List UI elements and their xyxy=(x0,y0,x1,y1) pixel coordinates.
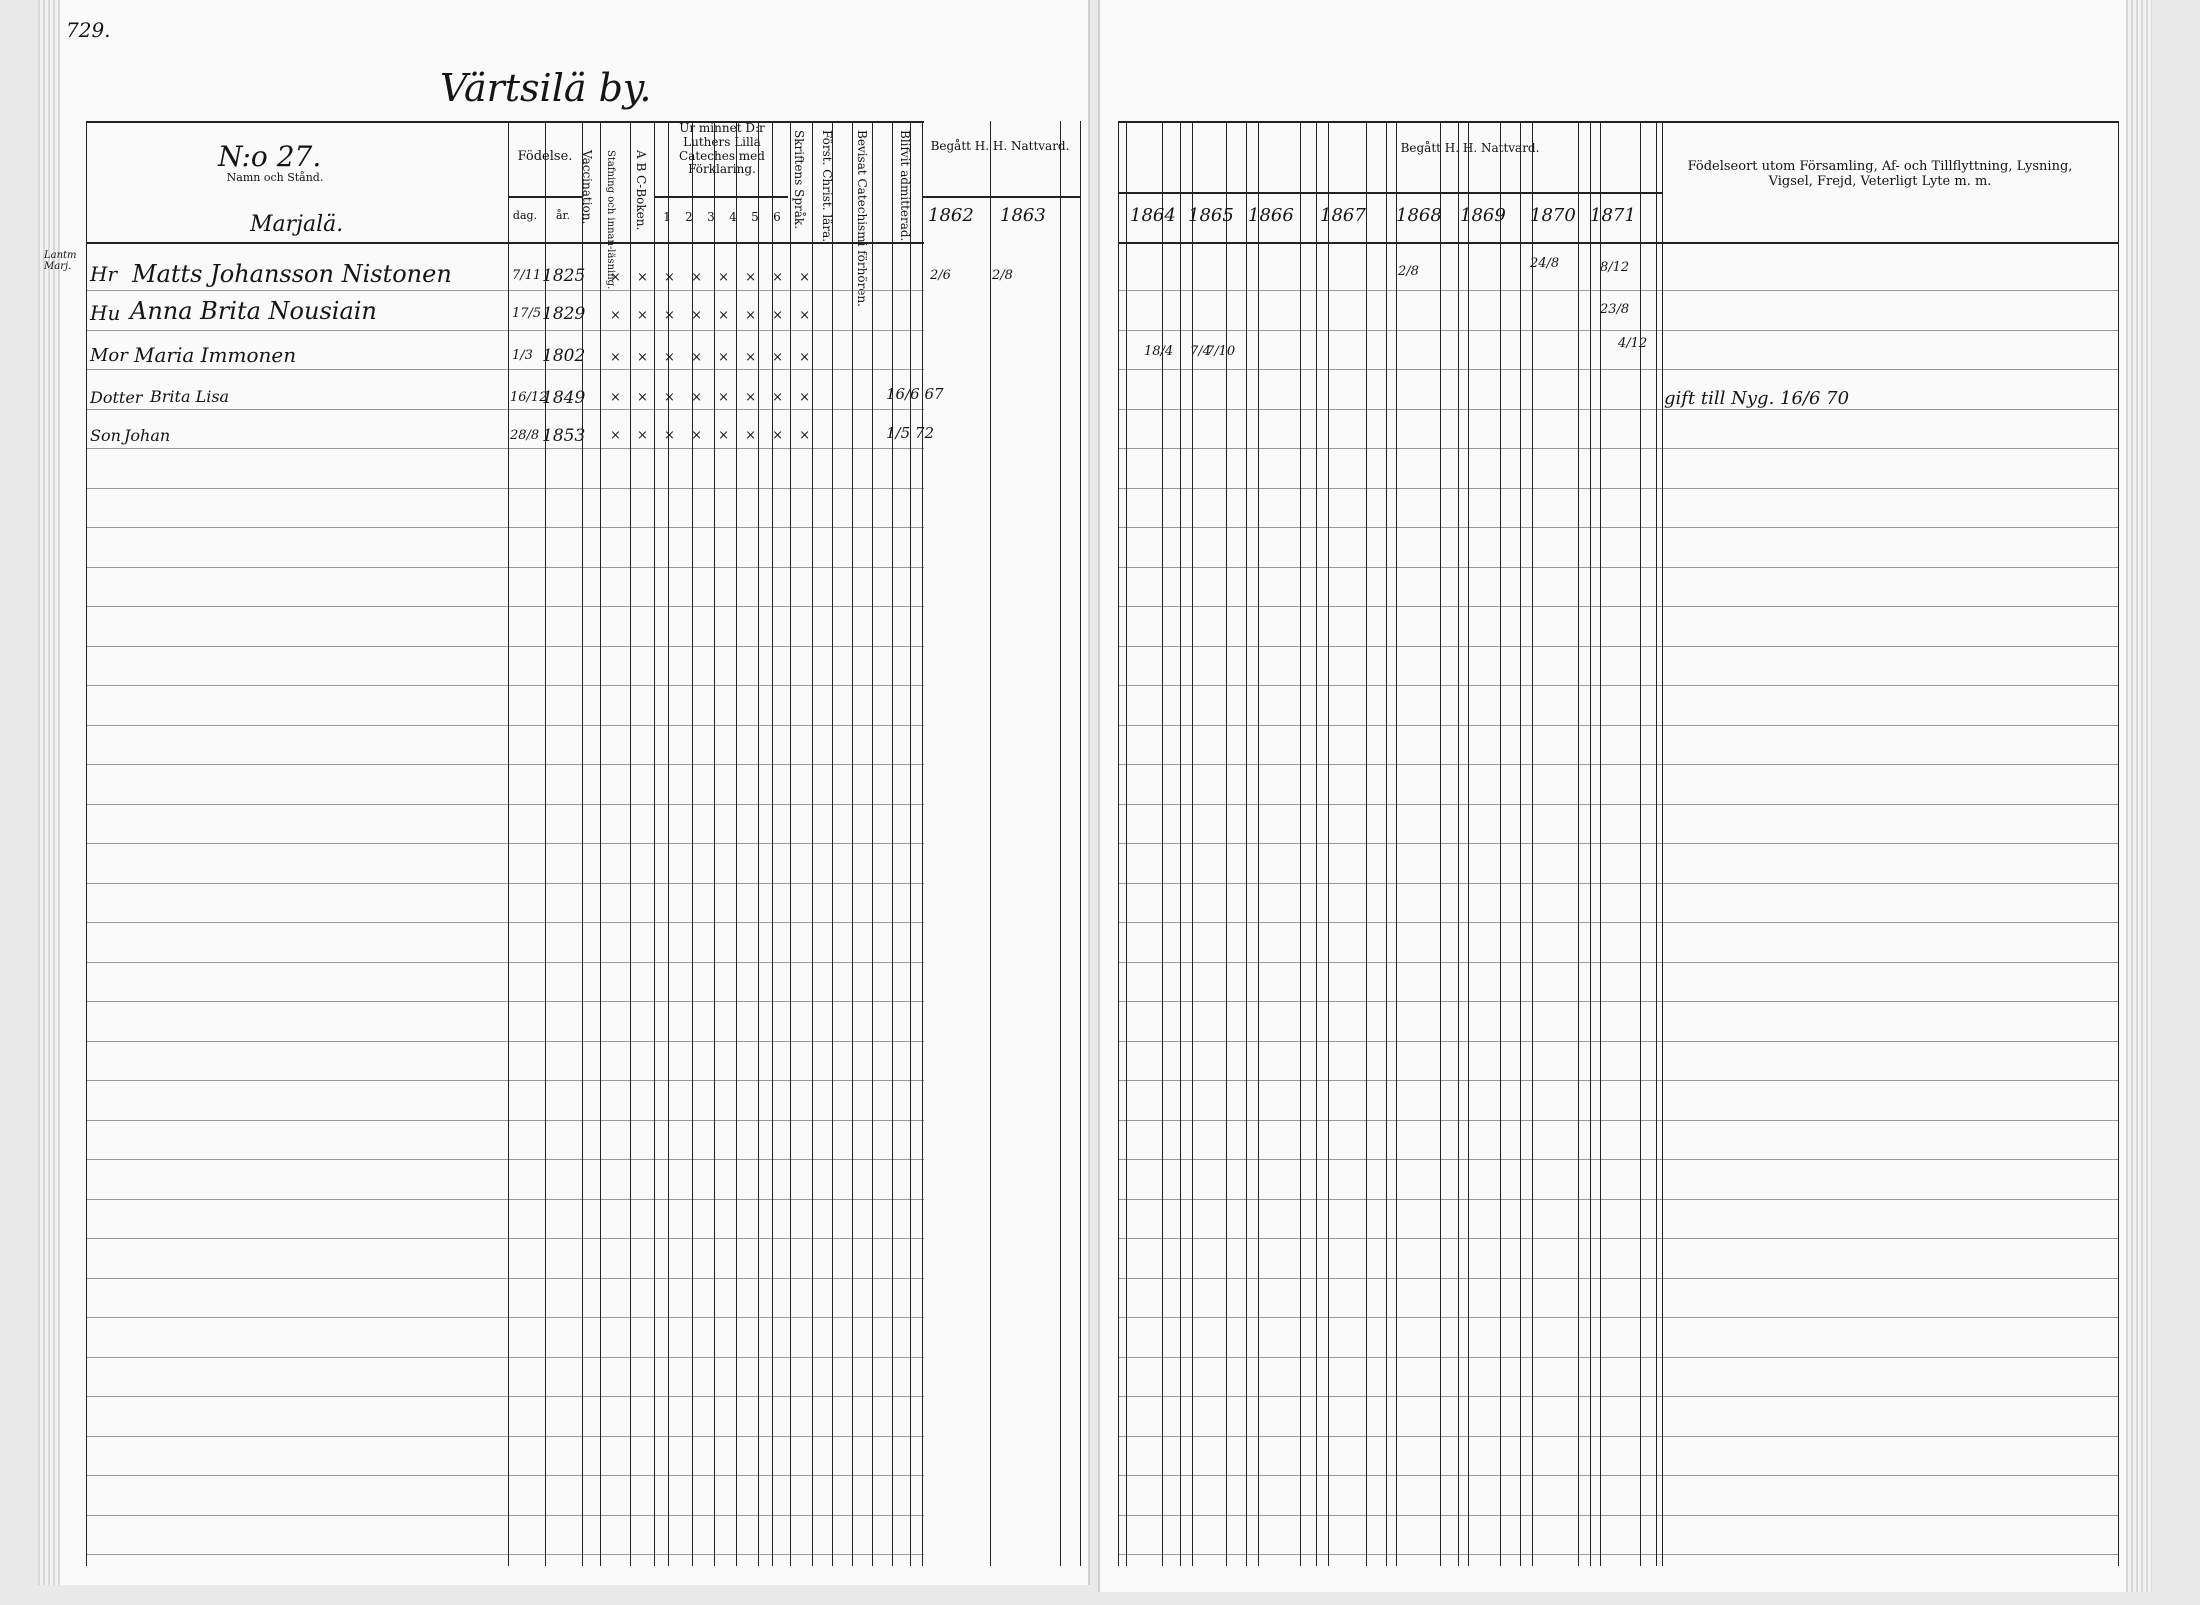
column-line xyxy=(1440,121,1441,1566)
ruled-line xyxy=(86,883,924,884)
ruled-line xyxy=(1118,1041,2118,1042)
column-line xyxy=(872,121,873,1566)
ruled-line xyxy=(86,804,924,805)
communion-mark: 7/4 xyxy=(1190,344,1211,359)
ruled-line xyxy=(1118,646,2118,647)
column-line xyxy=(1060,121,1061,1566)
column-line xyxy=(832,121,833,1566)
column-line xyxy=(1458,121,1459,1566)
ruled-line xyxy=(1118,1475,2118,1476)
ruled-line xyxy=(86,448,924,449)
ruled-line xyxy=(86,488,924,489)
cat-col: 1 xyxy=(663,210,671,224)
column-line xyxy=(668,121,669,1566)
ruled-line xyxy=(1118,1396,2118,1397)
ruled-line xyxy=(86,1080,924,1081)
person-name: Johan xyxy=(124,426,171,445)
year-right: 1866 xyxy=(1248,205,1294,226)
communion-mark: 18/4 xyxy=(1144,344,1174,359)
ruled-line xyxy=(1118,290,2118,291)
ruled-line xyxy=(1118,409,2118,410)
year-right: 1869 xyxy=(1460,205,1506,226)
page-number: 729. xyxy=(66,18,111,42)
header-day: dag. xyxy=(512,209,538,222)
column-line xyxy=(1520,121,1521,1566)
birth-day: 16/12 xyxy=(510,390,548,405)
knowledge-marks: × × × × × × × × xyxy=(610,350,817,365)
column-line xyxy=(1656,121,1657,1566)
column-line xyxy=(714,121,715,1566)
person-label: Hr xyxy=(90,262,118,286)
birth-divider xyxy=(508,196,582,198)
ruled-line xyxy=(1118,1120,2118,1121)
year-right: 1865 xyxy=(1188,205,1234,226)
column-line xyxy=(1080,121,1081,1566)
ruled-line xyxy=(86,1475,924,1476)
birth-day: 28/8 xyxy=(510,428,540,443)
ruled-line xyxy=(1118,1357,2118,1358)
right-header-bottom-rule xyxy=(1118,242,2118,244)
page-edge xyxy=(2126,0,2152,1592)
column-line xyxy=(892,121,893,1566)
communion-mark: 23/8 xyxy=(1600,302,1630,317)
ruled-line xyxy=(1118,962,2118,963)
page-edge xyxy=(38,0,60,1585)
person-label: Son xyxy=(90,426,121,445)
person-name: Matts Johansson Nistonen xyxy=(132,260,452,288)
ruled-line xyxy=(86,1238,924,1239)
admitted-entry: 16/6 67 xyxy=(886,385,944,403)
ruled-line xyxy=(86,1436,924,1437)
column-line xyxy=(1640,121,1641,1566)
ruled-line xyxy=(1118,448,2118,449)
column-line xyxy=(1316,121,1317,1566)
knowledge-marks: × × × × × × × × xyxy=(610,390,817,405)
ruled-line xyxy=(1118,685,2118,686)
birth-year: 1829 xyxy=(542,304,586,324)
ruled-line xyxy=(86,290,924,291)
ruled-line xyxy=(1118,1317,2118,1318)
catechism-divider xyxy=(654,196,788,198)
birth-year: 1853 xyxy=(542,426,586,446)
ruled-line xyxy=(86,764,924,765)
column-line xyxy=(790,121,791,1566)
person-label: Mor xyxy=(90,345,128,366)
ruled-line xyxy=(1118,1515,2118,1516)
ruled-line xyxy=(86,369,924,370)
header-catechism: Ur minnet D:r Luthers Lilla Cateches med Förklaring. xyxy=(679,121,765,177)
header-christ: Först. Christ. lära. xyxy=(820,130,834,243)
column-line xyxy=(1226,121,1227,1566)
column-line xyxy=(1258,121,1259,1566)
communion-mark: 2/6 xyxy=(930,268,951,283)
column-line xyxy=(1328,121,1329,1566)
column-line xyxy=(1386,121,1387,1566)
header-name: Namn och Stånd. xyxy=(226,171,324,184)
ruled-line xyxy=(1118,1001,2118,1002)
column-line xyxy=(508,121,509,1566)
column-line xyxy=(86,121,87,1566)
column-line xyxy=(736,121,737,1566)
left-page xyxy=(38,0,1090,1585)
column-line xyxy=(1192,121,1193,1566)
header-communion-left: Begått H. H. Nattvard. xyxy=(930,139,1070,153)
birth-day: 7/11 xyxy=(512,268,542,283)
ruled-line xyxy=(1118,764,2118,765)
note-entry: gift till Nyg. 16/6 70 xyxy=(1664,388,1850,409)
ruled-line xyxy=(86,1357,924,1358)
column-line xyxy=(654,121,655,1566)
communion-mark: 2/8 xyxy=(992,268,1013,283)
ruled-line xyxy=(86,1317,924,1318)
birth-year: 1849 xyxy=(542,388,586,408)
column-line xyxy=(582,121,583,1566)
right-table-top-rule xyxy=(1118,121,2118,123)
communion-mark: 2/8 xyxy=(1398,264,1419,279)
person-name: Maria Immonen xyxy=(134,343,297,367)
column-line xyxy=(758,121,759,1566)
person-label: Hu xyxy=(90,301,121,325)
cat-col: 5 xyxy=(751,210,759,224)
column-line xyxy=(1600,121,1601,1566)
margin-note: Lantm Marj. xyxy=(44,250,77,272)
ruled-line xyxy=(86,922,924,923)
birth-year: 1802 xyxy=(542,346,586,366)
ruled-line xyxy=(1118,1238,2118,1239)
birth-year: 1825 xyxy=(542,266,586,286)
column-line xyxy=(2118,121,2119,1566)
header-admitted: Blifvit admitterad. xyxy=(898,130,912,242)
column-line xyxy=(545,121,546,1566)
ruled-line xyxy=(1118,922,2118,923)
person-name: Brita Lisa xyxy=(150,387,230,406)
header-proven: Bevisat Catechismi förhören. xyxy=(855,130,869,307)
year-right: 1871 xyxy=(1590,205,1636,226)
year-right: 1867 xyxy=(1320,205,1366,226)
ruled-line xyxy=(1118,843,2118,844)
ruled-line xyxy=(1118,606,2118,607)
communion-mark: 4/12 xyxy=(1618,336,1648,351)
ruled-line xyxy=(1118,488,2118,489)
year-right: 1870 xyxy=(1530,205,1576,226)
ruled-line xyxy=(1118,1159,2118,1160)
knowledge-marks: × × × × × × × × xyxy=(610,428,817,443)
ruled-line xyxy=(86,409,924,410)
ruled-line xyxy=(86,1554,924,1555)
ruled-line xyxy=(86,1199,924,1200)
ruled-line xyxy=(1118,1278,2118,1279)
ruled-line xyxy=(1118,804,2118,805)
column-line xyxy=(1578,121,1579,1566)
column-line xyxy=(910,121,911,1566)
ruled-line xyxy=(1118,369,2118,370)
header-reading: Stafning och innan-läsning. xyxy=(605,150,616,290)
communion-mark: 8/12 xyxy=(1600,260,1630,275)
header-abc: A B C-Boken. xyxy=(634,150,648,231)
column-line xyxy=(1162,121,1163,1566)
column-line xyxy=(1246,121,1247,1566)
column-line xyxy=(812,121,813,1566)
ruled-line xyxy=(1118,1080,2118,1081)
ruled-line xyxy=(1118,1554,2118,1555)
header-communion-right: Begått H. H. Nattvard. xyxy=(1400,141,1540,155)
column-line xyxy=(1366,121,1367,1566)
ruled-line xyxy=(1118,1199,2118,1200)
ruled-line xyxy=(86,1278,924,1279)
knowledge-marks: × × × × × × × × xyxy=(610,308,817,323)
year-right: 1868 xyxy=(1396,205,1442,226)
ruled-line xyxy=(86,725,924,726)
column-line xyxy=(1118,121,1119,1566)
ruled-line xyxy=(86,843,924,844)
cat-col: 6 xyxy=(773,210,781,224)
table-top-rule xyxy=(86,121,924,123)
knowledge-marks: × × × × × × × × xyxy=(610,270,817,285)
column-line xyxy=(600,121,601,1566)
ruled-line xyxy=(1118,527,2118,528)
ruled-line xyxy=(1118,330,2118,331)
column-line xyxy=(1126,121,1127,1566)
header-vaccination: Vaccination. xyxy=(580,150,594,225)
column-line xyxy=(852,121,853,1566)
header-notes: Födelseort utom Församling, Af- och Tillflyttning, Lysning, Vigsel, Frejd, Veterligt Lyte m. m. xyxy=(1687,159,2073,189)
ruled-line xyxy=(86,1159,924,1160)
column-line xyxy=(922,121,923,1566)
ruled-line xyxy=(86,1515,924,1516)
ruled-line xyxy=(86,330,924,331)
ruled-line xyxy=(1118,725,2118,726)
person-label: Dotter xyxy=(90,388,143,407)
cat-col: 4 xyxy=(729,210,737,224)
person-name: Anna Brita Nousiain xyxy=(130,297,377,325)
ruled-line xyxy=(86,606,924,607)
year-left-2: 1863 xyxy=(1000,205,1046,226)
ruled-line xyxy=(86,1041,924,1042)
birth-day: 1/3 xyxy=(512,348,533,363)
communion-mark: 7/10 xyxy=(1206,344,1236,359)
right-page xyxy=(1098,0,2152,1592)
admitted-entry: 1/5 72 xyxy=(886,424,934,442)
year-right: 1864 xyxy=(1130,205,1176,226)
birth-day: 17/5 xyxy=(512,306,542,321)
ruled-line xyxy=(1118,567,2118,568)
ruled-line xyxy=(86,1396,924,1397)
column-line xyxy=(1590,121,1591,1566)
village-title: Värtsilä by. xyxy=(440,66,652,110)
cat-col: 3 xyxy=(707,210,715,224)
header-scripture: Skriftens Språk. xyxy=(792,130,806,230)
ruled-line xyxy=(86,1001,924,1002)
communion-left-divider xyxy=(922,196,1080,198)
header-birth: Födelse. xyxy=(517,149,573,164)
header-bottom-rule xyxy=(86,242,924,244)
column-line xyxy=(1468,121,1469,1566)
column-line xyxy=(1300,121,1301,1566)
ruled-line xyxy=(86,685,924,686)
household-number: N:o 27. xyxy=(218,140,322,173)
column-line xyxy=(1180,121,1181,1566)
communion-divider xyxy=(1118,192,1662,194)
communion-mark: 24/8 xyxy=(1530,256,1560,271)
catechism-columns xyxy=(656,210,788,224)
column-line xyxy=(630,121,631,1566)
column-line xyxy=(990,121,991,1566)
header-year: år. xyxy=(555,209,571,222)
ruled-line xyxy=(86,1120,924,1121)
ruled-line xyxy=(1118,883,2118,884)
column-line xyxy=(1500,121,1501,1566)
ruled-line xyxy=(86,527,924,528)
column-line xyxy=(1396,121,1397,1566)
column-line xyxy=(692,121,693,1566)
year-left-1: 1862 xyxy=(928,205,974,226)
farm-name: Marjalä. xyxy=(250,212,344,237)
cat-col: 2 xyxy=(685,210,693,224)
column-line xyxy=(772,121,773,1566)
ruled-line xyxy=(86,646,924,647)
ruled-line xyxy=(1118,1436,2118,1437)
column-line xyxy=(1662,121,1663,1566)
ruled-line xyxy=(86,962,924,963)
ruled-line xyxy=(86,567,924,568)
column-line xyxy=(1532,121,1533,1566)
